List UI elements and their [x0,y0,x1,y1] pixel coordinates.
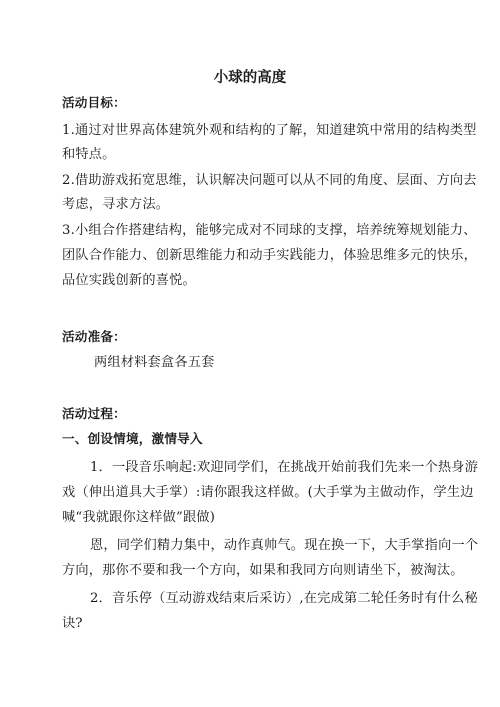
paragraph-2-line-2: 方向，那你不要和我一个方向，如果和我同方向则请坐下，被淘汰。 [62,563,464,578]
objectives-heading: 活动目标： [62,95,126,110]
preparation-heading: 活动准备： [62,329,126,344]
paragraph-3-line-1: 2．音乐停（互动游戏结束后采访）,在完成第二轮任务时有什么秘 [90,591,478,606]
objective-1-line-2: 和特点。 [62,147,116,162]
paragraph-1-line-1: 1．一段音乐响起:欢迎同学们，在挑战开始前我们先来一个热身游 [90,460,479,475]
process-heading: 活动过程： [62,406,126,421]
paragraph-1-line-3: 喊“我就跟你这样做”跟做) [62,510,216,525]
paragraph-1-line-2: 戏（伸出道具大手掌）:请你跟我这样做。(大手掌为主做动作，学生边 [62,485,474,500]
objective-2-line-1: 2.借助游戏拓宽思维，认识解决问题可以从不同的角度、层面、方向去 [62,173,477,188]
objective-1-line-1: 1.通过对世界高体建筑外观和结构的了解，知道建筑中常用的结构类型 [62,123,477,138]
document-title: 小球的高度 [213,70,287,86]
objective-3-line-3: 品位实践创新的喜悦。 [62,273,196,288]
paragraph-2-line-1: 恩，同学们精力集中，动作真帅气。现在换一下，大手掌指向一个 [90,538,479,553]
objective-3-line-1: 3.小组合作搭建结构，能够完成对不同球的支撑，培养统筹规划能力、 [62,223,477,238]
objective-2-line-2: 考虑，寻求方法。 [62,197,170,212]
paragraph-3-line-2: 诀? [62,616,83,631]
objective-3-line-2: 团队合作能力、创新思维能力和动手实践能力，体验思维多元的快乐， [62,248,478,263]
section-1-heading: 一、创设情境，激情导入 [62,431,203,446]
preparation-text: 两组材料套盒各五套 [94,355,215,370]
